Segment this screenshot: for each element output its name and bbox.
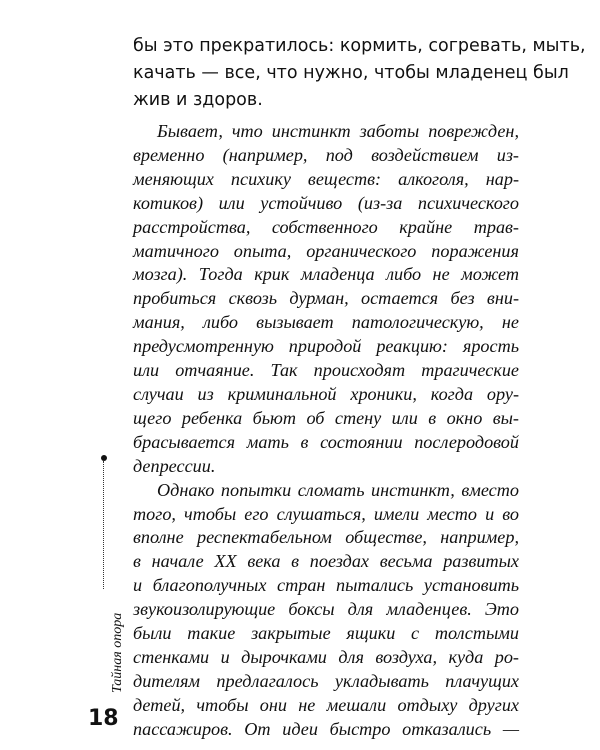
paragraph-sound-boxes (133, 479, 519, 742)
text-line: матичного опыта, органического поражения (133, 240, 519, 261)
text-line: брасывается мать в состоянии послеродовой (133, 431, 519, 452)
text-line: депрессии. (133, 455, 216, 476)
text-line: расстройства, собственного крайне трав- (133, 216, 519, 237)
dotted-rule (103, 461, 104, 589)
text-line: меняющих психику веществ: алкоголя, нар- (133, 168, 519, 189)
paragraph-instinct-damage (133, 120, 519, 479)
text-line: мания, либо вызывает патологическую, не (133, 312, 519, 333)
running-head (96, 455, 125, 695)
bullet-dot-icon (101, 455, 107, 461)
page-number: 18 (88, 706, 119, 731)
text-line: качать — все, что нужно, чтобы младенец был (133, 63, 569, 83)
text-line: Бывает, что инстинкт заботы поврежден, (157, 121, 519, 141)
text-line: пассажиров. От идеи быстро отказались — (133, 718, 519, 739)
text-line: бы это прекратилось: кормить, согревать, мыть, (133, 36, 586, 56)
italic-body-text (133, 120, 519, 742)
text-line: дителям предлагалось укладывать плачущих (133, 670, 519, 691)
text-line: предусмотренную природой реакцию: ярость (133, 336, 519, 357)
text-line: временно (например, под воздействием из- (133, 144, 519, 165)
text-line: стенками и дырочками для воздуха, куда ро- (133, 646, 519, 667)
text-line: вполне респектабельном обществе, например, (133, 527, 519, 548)
text-line: были такие закрытые ящики с толстыми (133, 623, 519, 644)
text-line: пробиться сквозь дурман, остается без вни- (133, 288, 519, 309)
text-line: случаи из криминальной хроники, когда ору- (133, 383, 519, 404)
text-line: мозга). Тогда крик младенца либо не может (133, 264, 519, 285)
text-line: в начале XX века в поездах весьма развитых (133, 551, 519, 572)
text-line: Однако попытки сломать инстинкт, вместо (157, 479, 519, 500)
text-line: или отчаяние. Так происходят трагические (133, 360, 519, 381)
text-line: и благополучных стран пытались установить (133, 575, 519, 596)
text-line: щего ребенка бьют об стену или в окно вы- (133, 407, 519, 428)
text-line: того, чтобы его слушаться, имели место и во (133, 503, 519, 524)
text-line: детей, чтобы они не мешали отдыху других (133, 694, 519, 715)
text-line: звукоизолирующие боксы для младенцев. Это (133, 599, 519, 620)
text-line: котиков) или устойчиво (из-за психического (133, 192, 519, 213)
running-head-title: Тайная опора (110, 612, 125, 693)
text-line: жив и здоров. (133, 90, 263, 110)
lead-paragraph (133, 33, 586, 114)
